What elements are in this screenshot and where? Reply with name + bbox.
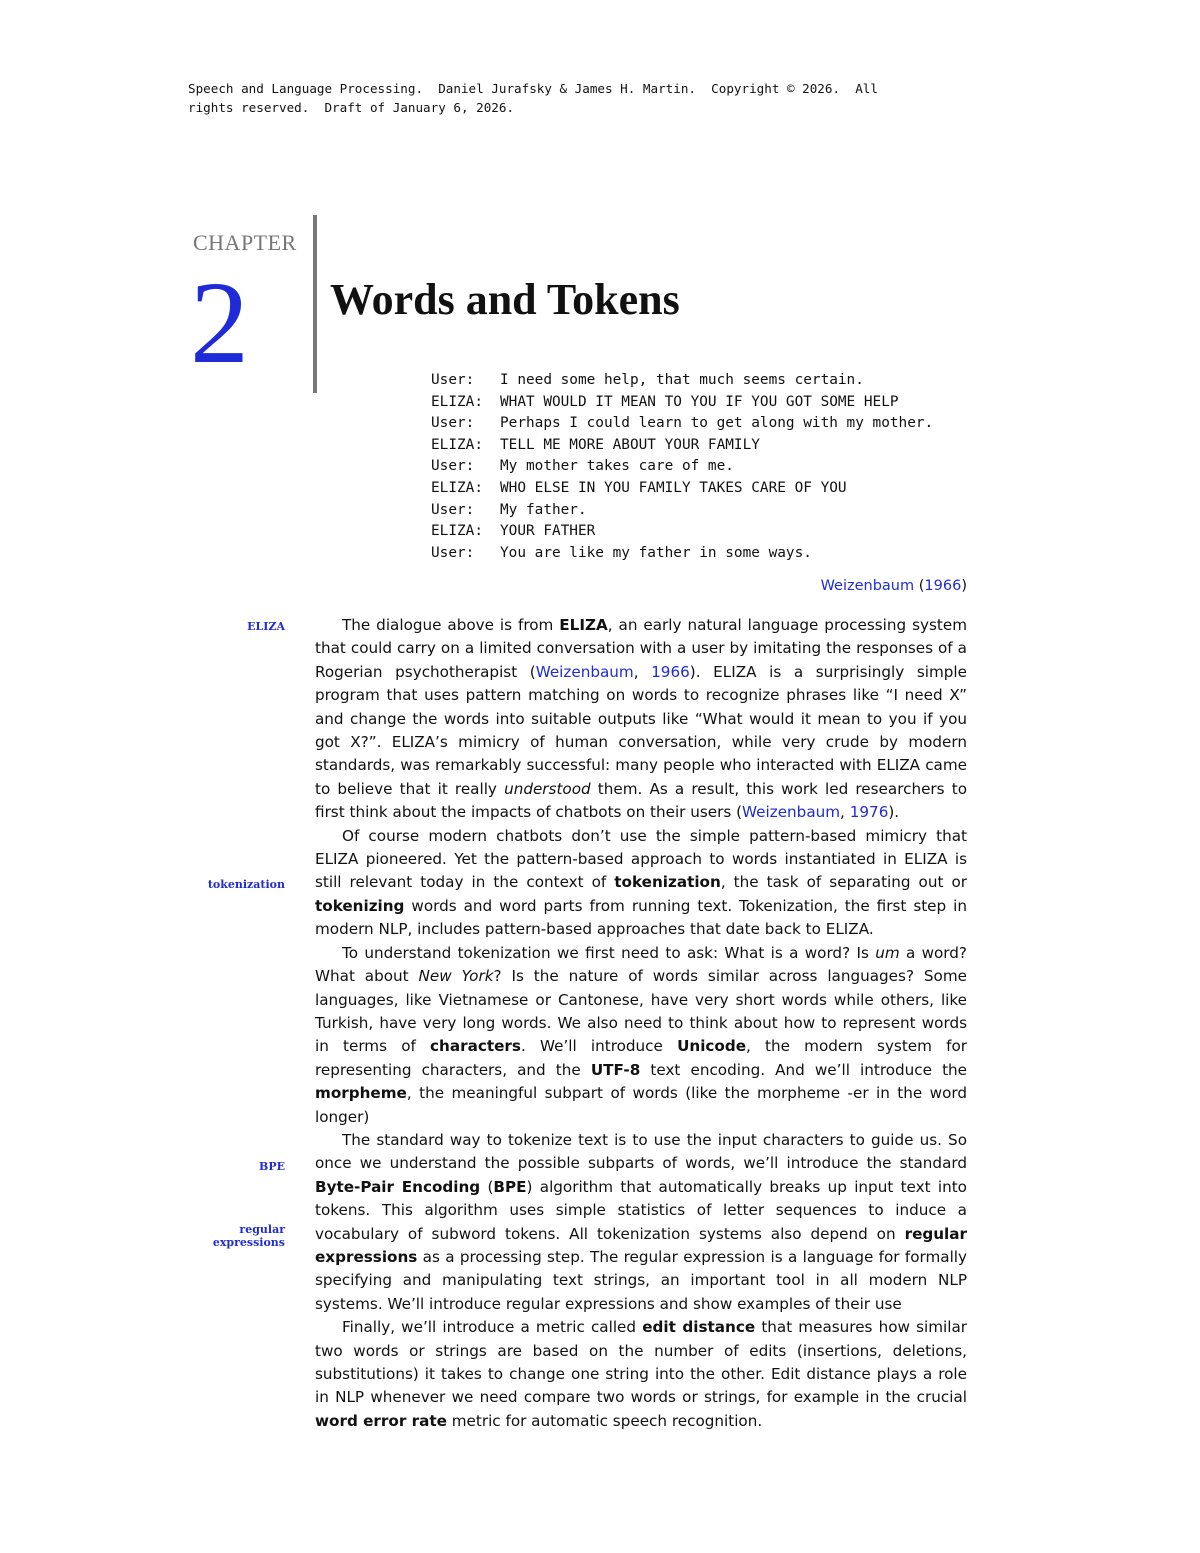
header-line-2: rights reserved. Draft of January 6, 2026. bbox=[188, 100, 515, 115]
paragraph-edit-distance bbox=[315, 1316, 967, 1433]
dialogue-speaker: User: bbox=[431, 415, 475, 432]
margin-note-line: regular bbox=[239, 1223, 285, 1236]
text-run: text encoding. And we’ll introduce the bbox=[640, 1060, 967, 1079]
citation-link[interactable]: Weizenbaum bbox=[742, 803, 841, 822]
chapter-label: CHAPTER bbox=[193, 230, 297, 255]
header-line-1: Speech and Language Processing. Daniel Jurafsky & James H. Martin. Copyright © 2026. All bbox=[188, 81, 878, 96]
dialogue-text: WHO ELSE IN YOU FAMILY TAKES CARE OF YOU bbox=[500, 479, 847, 496]
dialogue-speaker: ELIZA: bbox=[431, 479, 483, 496]
text-run: ). ELIZA is a surprisingly simple program that uses pattern matching on words to recognize phrases like “I need X” and change the words into suitable outputs like “What would it mean to you if you got X?”. ELIZA’s mimicry of human conversation, while very crude by modern standards, was remarkably successful: many people who interacted with ELIZA came to believe that it really bbox=[315, 662, 967, 798]
term-tokenization: tokenization bbox=[614, 873, 721, 892]
dialogue-line bbox=[431, 543, 933, 565]
text-run: , bbox=[840, 803, 850, 822]
chapter-divider bbox=[313, 215, 317, 393]
paragraph-tokenization bbox=[315, 825, 967, 942]
dialogue-text: My mother takes care of me. bbox=[500, 458, 734, 475]
text-run: The standard way to tokenize text is to use the input characters to guide us. So once we understand the possible subparts of words, we’ll introduce the standard bbox=[315, 1130, 967, 1173]
text-run: metric for automatic speech recognition. bbox=[446, 1411, 763, 1430]
text-run: Of course modern chatbots don’t use the simple pattern-based mimicry that ELIZA pioneered. Yet the pattern-based approach to words instantiated in ELIZA is still relevant today in the context of bbox=[315, 826, 967, 892]
epigraph-citation: Weizenbaum (1966) bbox=[820, 578, 967, 594]
text-run: . We’ll introduce bbox=[520, 1037, 678, 1056]
text-run: that measures how similar two words or strings are based on the number of edits (insertions, deletions, substitutions) it takes to change one string into the other. Edit distance plays a role in NLP whenever we need compare two words or strings, for example in the crucial bbox=[315, 1318, 967, 1407]
dialogue-text: Perhaps I could learn to get along with my mother. bbox=[500, 415, 934, 432]
text-run: , the modern system for representing characters, and the bbox=[315, 1037, 968, 1079]
dialogue-line bbox=[431, 500, 933, 522]
dialogue-text: You are like my father in some ways. bbox=[500, 544, 812, 561]
margin-note-bpe: BPE bbox=[259, 1160, 285, 1173]
citation-link[interactable]: Weizenbaum bbox=[535, 662, 634, 681]
dialogue-speaker: ELIZA: bbox=[431, 436, 483, 453]
term-byte-pair-encoding: Byte-Pair Encoding bbox=[315, 1177, 481, 1196]
text-run: as a processing step. The regular expression is a language for formally specifying and manipulating text strings, an important tool in all modern NLP systems. We’ll introduce regular expressions and show examples of their use bbox=[315, 1247, 967, 1313]
citation-author-link[interactable]: Weizenbaum bbox=[820, 578, 915, 594]
eliza-dialogue bbox=[431, 370, 933, 564]
text-run: , bbox=[633, 662, 652, 681]
term-tokenizing: tokenizing bbox=[315, 896, 405, 915]
text-run: ( bbox=[480, 1177, 494, 1196]
dialogue-text: WHAT WOULD IT MEAN TO YOU IF YOU GOT SOME HELP bbox=[500, 393, 899, 410]
dialogue-text: I need some help, that much seems certain. bbox=[500, 372, 864, 388]
text-run: Finally, we’ll introduce a metric called bbox=[342, 1318, 643, 1337]
term-edit-distance: edit distance bbox=[642, 1318, 756, 1337]
emphasis-um: um bbox=[875, 943, 900, 962]
text-run: ? Is the nature of words similar across languages? Some languages, like Vietnamese or Cantonese, have very short words while others, like Turkish, have very long words. We also need to think about how to represent words in terms of bbox=[315, 967, 967, 1056]
text-run: ). bbox=[888, 803, 900, 822]
text-run: , the meaningful subpart of words (like the morpheme -er in the word longer) bbox=[315, 1084, 967, 1126]
paragraph-eliza bbox=[315, 614, 967, 825]
text-run: , the task of separating out or bbox=[720, 873, 967, 892]
citation-link[interactable]: 1976 bbox=[849, 803, 889, 822]
margin-note-eliza: ELIZA bbox=[247, 620, 285, 633]
dialogue-line bbox=[431, 435, 933, 457]
dialogue-speaker: User: bbox=[431, 372, 475, 388]
term-bpe: BPE bbox=[493, 1177, 527, 1196]
term-unicode: Unicode bbox=[677, 1037, 747, 1056]
dialogue-speaker: User: bbox=[431, 458, 475, 475]
text-run: , an early natural language processing system that could carry on a limited conversation with a user by imitating the responses of a Rogerian psychotherapist ( bbox=[315, 616, 967, 681]
dialogue-line bbox=[431, 413, 933, 435]
dialogue-text: TELL ME MORE ABOUT YOUR FAMILY bbox=[500, 436, 760, 453]
chapter-body bbox=[315, 614, 967, 1433]
text-run: them. As a result, this work led researchers to first think about the impacts of chatbots on their users ( bbox=[315, 779, 967, 822]
term-morpheme: morpheme bbox=[315, 1084, 407, 1103]
text-run: The dialogue above is from bbox=[342, 616, 560, 634]
term-word-error-rate: word error rate bbox=[315, 1411, 447, 1430]
dialogue-line bbox=[431, 392, 933, 414]
dialogue-speaker: ELIZA: bbox=[431, 523, 483, 540]
chapter-title: Words and Tokens bbox=[330, 275, 680, 324]
dialogue-speaker: ELIZA: bbox=[431, 393, 483, 410]
dialogue-line bbox=[431, 456, 933, 478]
text-run: To understand tokenization we first need to ask: What is a word? Is bbox=[342, 943, 876, 962]
paragraph-words bbox=[315, 942, 967, 1129]
term-regular-expressions: regular expressions bbox=[315, 1224, 967, 1266]
dialogue-text: My father. bbox=[500, 501, 587, 518]
citation-year-link[interactable]: 1966 bbox=[924, 578, 962, 594]
dialogue-line bbox=[431, 478, 933, 500]
emphasis-understood: understood bbox=[504, 779, 591, 798]
copyright-header bbox=[188, 79, 968, 117]
margin-note-line: expressions bbox=[212, 1236, 285, 1249]
text-run: ) algorithm that automatically breaks up input text into tokens. This algorithm uses simple statistics of letter sequences to induce a vocabulary of subword tokens. All tokenization systems also depend on bbox=[315, 1177, 967, 1243]
term-eliza: ELIZA bbox=[559, 616, 608, 634]
chapter-number: 2 bbox=[190, 257, 249, 388]
dialogue-speaker: User: bbox=[431, 501, 475, 518]
term-utf8: UTF-8 bbox=[590, 1060, 641, 1079]
dialogue-text: YOUR FATHER bbox=[500, 523, 596, 540]
dialogue-line bbox=[431, 370, 933, 392]
paragraph-bpe bbox=[315, 1129, 967, 1316]
dialogue-speaker: User: bbox=[431, 544, 475, 561]
margin-note-tokenization: tokenization bbox=[207, 878, 285, 891]
citation-link[interactable]: 1966 bbox=[651, 662, 690, 681]
emphasis-new-york: New York bbox=[418, 967, 494, 986]
dialogue-line bbox=[431, 521, 933, 543]
text-run: words and word parts from running text. Tokenization, the first step in modern NLP, includes pattern-based approaches that date back to ELIZA. bbox=[315, 896, 967, 939]
text-run: a word? What about bbox=[315, 943, 967, 986]
margin-note-regular-expressions bbox=[213, 1223, 285, 1249]
term-characters: characters bbox=[430, 1037, 521, 1056]
